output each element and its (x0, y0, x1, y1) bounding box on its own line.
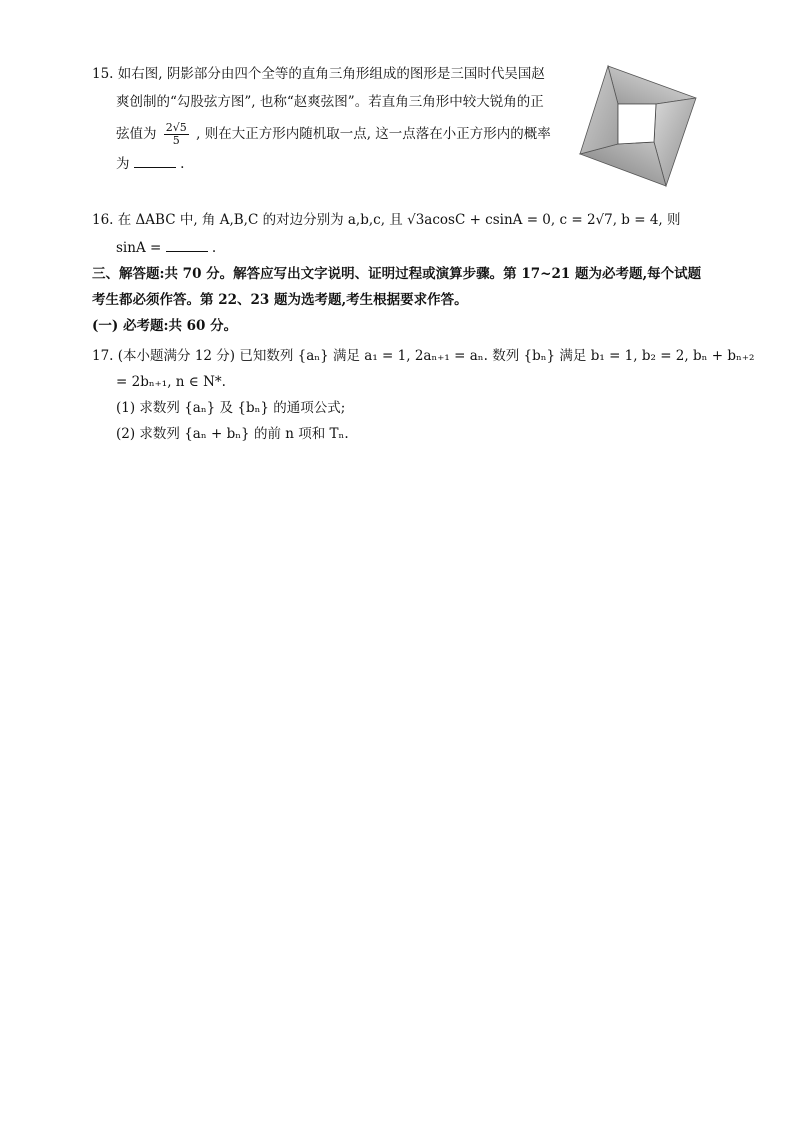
q17-part-2: (2) 求数列 {aₙ + bₙ} 的前 n 项和 Tₙ. (116, 426, 349, 442)
section-3-instructions-line-1: 三、解答题:共 70 分。解答应写出文字说明、证明过程或演算步骤。第 17~21 题为必考题,每个试题 (92, 266, 702, 282)
q15-line-4 (116, 154, 184, 174)
zhao-shuang-diagram (578, 64, 698, 188)
q15-fraction (164, 122, 189, 147)
q17-part-1: (1) 求数列 {aₙ} 及 {bₙ} 的通项公式; (116, 400, 346, 416)
q15-line-4-pre: 为 (116, 156, 130, 172)
triangle-top (608, 66, 696, 104)
section-3-instructions-line-2: 考生都必须作答。第 22、23 题为选考题,考生根据要求作答。 (92, 292, 468, 308)
q15-line-3-post: , 则在大正方形内随机取一点, 这一点落在小正方形内的概率 (196, 126, 551, 142)
q17-line-1: 17. (本小题满分 12 分) 已知数列 {aₙ} 满足 a₁ = 1, 2aₙ₊₁ = aₙ. 数列 {bₙ} 满足 b₁ = 1, b₂ = 2, bₙ + bₙ₊₂ (92, 348, 755, 364)
q16-line-2-post: . (211, 240, 217, 256)
q15-line-3-pre: 弦值为 (116, 126, 157, 142)
required-questions-heading: (一) 必考题:共 60 分。 (92, 318, 238, 334)
q17-line-2: = 2bₙ₊₁, n ∈ N*. (116, 374, 226, 390)
q16-line-2-pre: sinA = (116, 240, 162, 256)
q15-answer-blank (134, 154, 176, 168)
q15-fraction-numerator: 2√5 (165, 121, 187, 134)
q15-fraction-denominator: 5 (172, 134, 180, 147)
q15-line-4-post: . (180, 156, 185, 172)
q15-line-2: 爽创制的“勾股弦方图”, 也称“赵爽弦图”。若直角三角形中较大锐角的正 (116, 94, 544, 110)
q15-line-3 (116, 122, 551, 147)
inner-small-square (618, 104, 656, 144)
q16-line-2 (116, 238, 216, 258)
q16-answer-blank (166, 238, 208, 252)
q16-line-1: 16. 在 ΔABC 中, 角 A,B,C 的对边分别为 a,b,c, 且 √3acosC + csinA = 0, c = 2√7, b = 4, 则 (92, 212, 681, 228)
q15-line-1: 15. 如右图, 阴影部分由四个全等的直角三角形组成的图形是三国时代吴国赵 (92, 66, 545, 82)
